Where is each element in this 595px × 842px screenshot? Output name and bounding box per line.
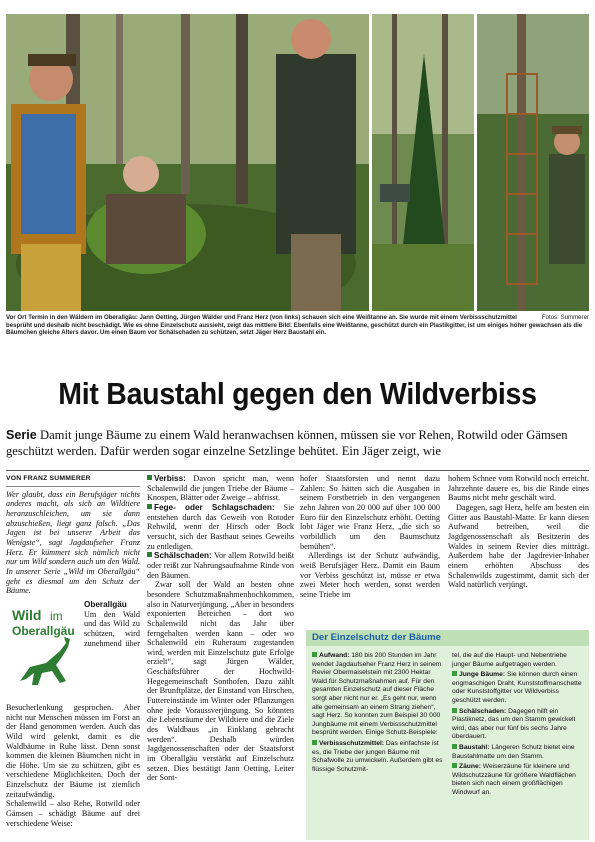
box-r-lead: tel, die auf die Haupt- und Nebentriebe junger Bäume aufgetragen werden. [452,652,567,668]
box-b-label: Baustahl: [459,743,490,751]
col2-f-text: Sie entstehen durch das Geweih von Rotoder Rehwild, wenn der Hirsch oder Bock versucht, sich der Basthaut seines Geweihs zu entledigen. [147,502,295,551]
box-j-label: Junge Bäume: [459,671,506,679]
box-item-schael [452,708,584,742]
box-item-junge [452,671,584,705]
box-vm-text: Das einfachste ist es, die Triebe der jungen Bäume mit Schafwolle zu umwickeln. Außerdem gibt es flüssige Schutzmit- [312,739,443,773]
headline: Mit Baustahl gegen den Wildverbiss [58,376,537,411]
box-item-verbissschutz [312,740,444,774]
col2-v-label: Verbiss: [154,474,186,483]
intro-paragraph: Wer glaubt, dass ein Berufsjäger nichts anderes macht, als sich an Wildtiere heranzuschleichen, um sie dann abzuschießen, liegt ganz falsch. „Das Jagen ist bei unserer Arbeit das Wenigste“, sagt Jagdaufseher Franz Herz. Er kümmert sich nämlich nicht nur um Wild sondern auch um den Wald. In unserer Serie „Wild im Oberallgäu“ geht es diesmal um den Schutz der Bäume. [6,489,140,596]
box-a-text: 180 bis 200 Stunden im Jahr wendet Jagdaufseher Franz Herz in seinem Revier Obermaiselstein mit 2300 Hektar Wald für Schutzmaßnahmen auf. Für den gesamten Einzelschutz auf dieser Fläche sorgt aber nicht nur er. „Es geht nur, wenn alle gemeinsam an einem Strang ziehen“, sagt Herz. So konnten zum Beispiel 30 000 Jungbäume mit einem Verbissschutzmittel besprüht werden. Einige Schutz-Beispiele: [312,652,442,737]
box-s-label: Schälschaden: [459,707,507,715]
bullet-square-icon [452,763,457,768]
col2-item-schael [147,551,294,580]
divider [6,470,589,471]
bullet-square-icon [147,552,152,557]
col2-f-label: Fege- oder Schlagschaden: [154,502,275,512]
photo-forest-men [6,14,369,311]
deck [6,428,589,459]
box-item-aufwand [312,652,444,738]
info-box-column-2 [452,652,584,800]
box-item-baustahl [452,744,584,761]
bullet-square-icon [452,671,457,676]
info-box [306,630,589,840]
box-b-text: Längeren Schutz bietet eine Baustahlmatte um den Stamm. [452,743,575,760]
col2-item-verbiss [147,474,294,503]
col2-v-text: Davon spricht man, wenn Schalenwild die jungen Triebe der Bäume – Knospen, Blätter oder Zweige – abfrisst. [147,474,295,503]
col4-paragraph-1: hohem Schnee vom Rotwild noch erreicht. Jahrzehnte dauere es, bis die Rinde eines Baums nicht mehr geschält wird. [448,474,589,503]
bullet-square-icon [452,744,457,749]
caption-text: Vor Ort Termin in den Wäldern im Oberallgäu: Jann Oetting, Jürgen Wälder und Franz Herz (von links) schauen sich eine Weißtanne an. Sie wurde mit einem Verbissschutzmittel besprüht und deshalb nicht beschädigt. Wie es ohne Einzelschutz aussieht, zeigt das mittlere Bild: Ebenfalls eine Weißtanne, geschützt durch ein Plastikgitter, ist um einiges höher gewachsen als die Bäumchen gleiche Alters davor. Um einen Baum vor Schälschaden zu schützen, setzt Jäger Herz Baustahl ein. [6,314,583,337]
box-vm-label: Verbissschutzmittel: [319,739,385,747]
bullet-square-icon [147,504,152,509]
bullet-square-icon [312,740,317,745]
logo-line1: Wild [12,606,42,623]
box-z-label: Zäune: [459,763,481,771]
series-logo [6,603,80,701]
serie-label: Serie [6,428,37,442]
deck-text: Damit junge Bäume zu einem Wald heranwachsen können, müssen sie vor Rehen, Rotwild oder Gämsen geschützt werden. Dafür werden sogar einzelne Setzlinge behütet. Ein Jäger zeigt, wie [6,428,568,458]
bullet-square-icon [452,708,457,713]
box-s-text: Dagegen hilft ein Plastiknetz, das um den Stamm gewickelt wird, das aber nur fünf bis sechs Jahre überdauert. [452,707,576,741]
column-4 [448,474,589,590]
col1-p1: Um den Wald und das Wild zu schützen, wird zunehmend über Besucherlenkung gesprochen. Aber nicht nur Menschen müssen im Forst an der Hand genommen werden. Auch das Wild wird gelenkt, damit es die Waldbäume in Ruhe lässt. Denn sonst kommen die kleinen Bäumchen nicht in die Höhe. Um sie zu schützen, gibt es verschiedene Möglichkeiten. Doch der Einzelschutz der Bäume ist ziemlich zeitaufwändig. [6,609,140,799]
bullet-square-icon [147,475,152,480]
col2-s-text: Vor allem Rotwild beißt oder reißt zur Nahrungsaufnahme Rinde von den Bäumen. [147,551,295,580]
column-3 [300,474,440,600]
bullet-square-icon [312,652,317,657]
info-box-column-1 [312,652,444,776]
col3-paragraph-2: Allerdings ist der Schutz aufwändig, weiß Berufsjäger Herz. Damit ein Baum vor Verbiss geschützt ist, müsse er etwa zwei Meter hoch werden, sonst werden seine Triebe im [300,551,440,599]
photo-fir-with-plastic-grid [372,14,474,311]
column-1 [6,474,140,828]
box-item-zaeune [452,763,584,797]
col2-item-fege [147,503,294,551]
col4-paragraph-2: Dagegen, sagt Herz, helfe am besten ein Gitter aus Baustahl-Matte. Er kann diesen Aufwand betreiben, weil die Jagdgenossenschaft als Besitzerin des Waldes in seinem Revier dies mitträgt. Außerdem habe der Jagdrevier-Inhaber einem erhöhten Abschuss des Schalenwilds zugestimmt, damit sich der Wald natürlich verjüngt. [448,502,589,590]
box-j-text: Sie können durch einen engmaschigen Draht, Kunststoffmanschette oder Kunststoffgitter vor Wildverbiss geschützt werden. [452,671,582,704]
author-line: VON FRANZ SUMMERER [6,474,140,487]
box-a-label: Aufwand: [319,652,350,659]
photo-caption [6,314,589,337]
box-z-text: Weiserzäune für kleinere und Wildschutzzäune für größere Waldflächen bieten sich nach einem großflächigen Windwurf an. [452,763,576,796]
logo-line3: Oberallgäu [12,623,75,638]
col2-paragraph-1: Zwar soll der Wald an besten ohne besondere Schutzmaßnahmenhochkommen, also in Naturverjüngung. „Aber in besonders exponierten Bereichen – dort wo Schalenwild nicht das Jahr über ferngehalten werden kann – oder wo Schalenwild ein Ruheraum zugestanden wird, werden mit Einzelschutz gute Erfolge erzielt“, sagt Jürgen Wälder, Geschäftsführer der Hochwild-Hegegemeinschaft Sonthofen. Dazu zählt der Brunftplätze, der Einstand von Hirschen, Futtereinstände im Winter oder Pflanzungen ohne jede Voraussverjüngung. So könnten die Lebensräume der Wildtiere und die Ziele des Waldbaus „in Einklang gebracht werden“. Deshalb würden Jagdgenossenschaften oder der Staatsforst im Oberallgäu verstärkt auf Einzelschutz setzen. Dies bestätigt Jann Oetting, Leiter der Sont- [147,580,294,783]
photo-hunter-with-steel-mesh [477,14,589,311]
info-box-title: Der Einzelschutz der Bäume [306,630,589,646]
col1-paragraph-1 [6,600,140,800]
caption-credit: Fotos: Summerer [541,314,589,321]
column-2 [147,474,294,783]
col3-paragraph-1: hofer Staatsforsten und nennt dazu Zahlen: So hätten sich die Ausgaben in seinem Forstbetrieb in den vergangenen zehn Jahren von 20 000 auf über 100 000 Euro für den Einzelschutz erhöht. Oetting lobt Jäger wie Franz Herz, „die sich so vorbildlich um den Baumschutz bemühen“. [300,474,440,551]
col2-s-label: Schälschaden: [154,551,212,561]
col1-lead: Oberallgäu [84,599,127,609]
col1-paragraph-2: Schalenwild – also Rehe, Rotwild oder Gämsen – schädigt Bäume auf drei verschiedene Weise: [6,799,140,828]
logo-line2: im [50,608,63,623]
